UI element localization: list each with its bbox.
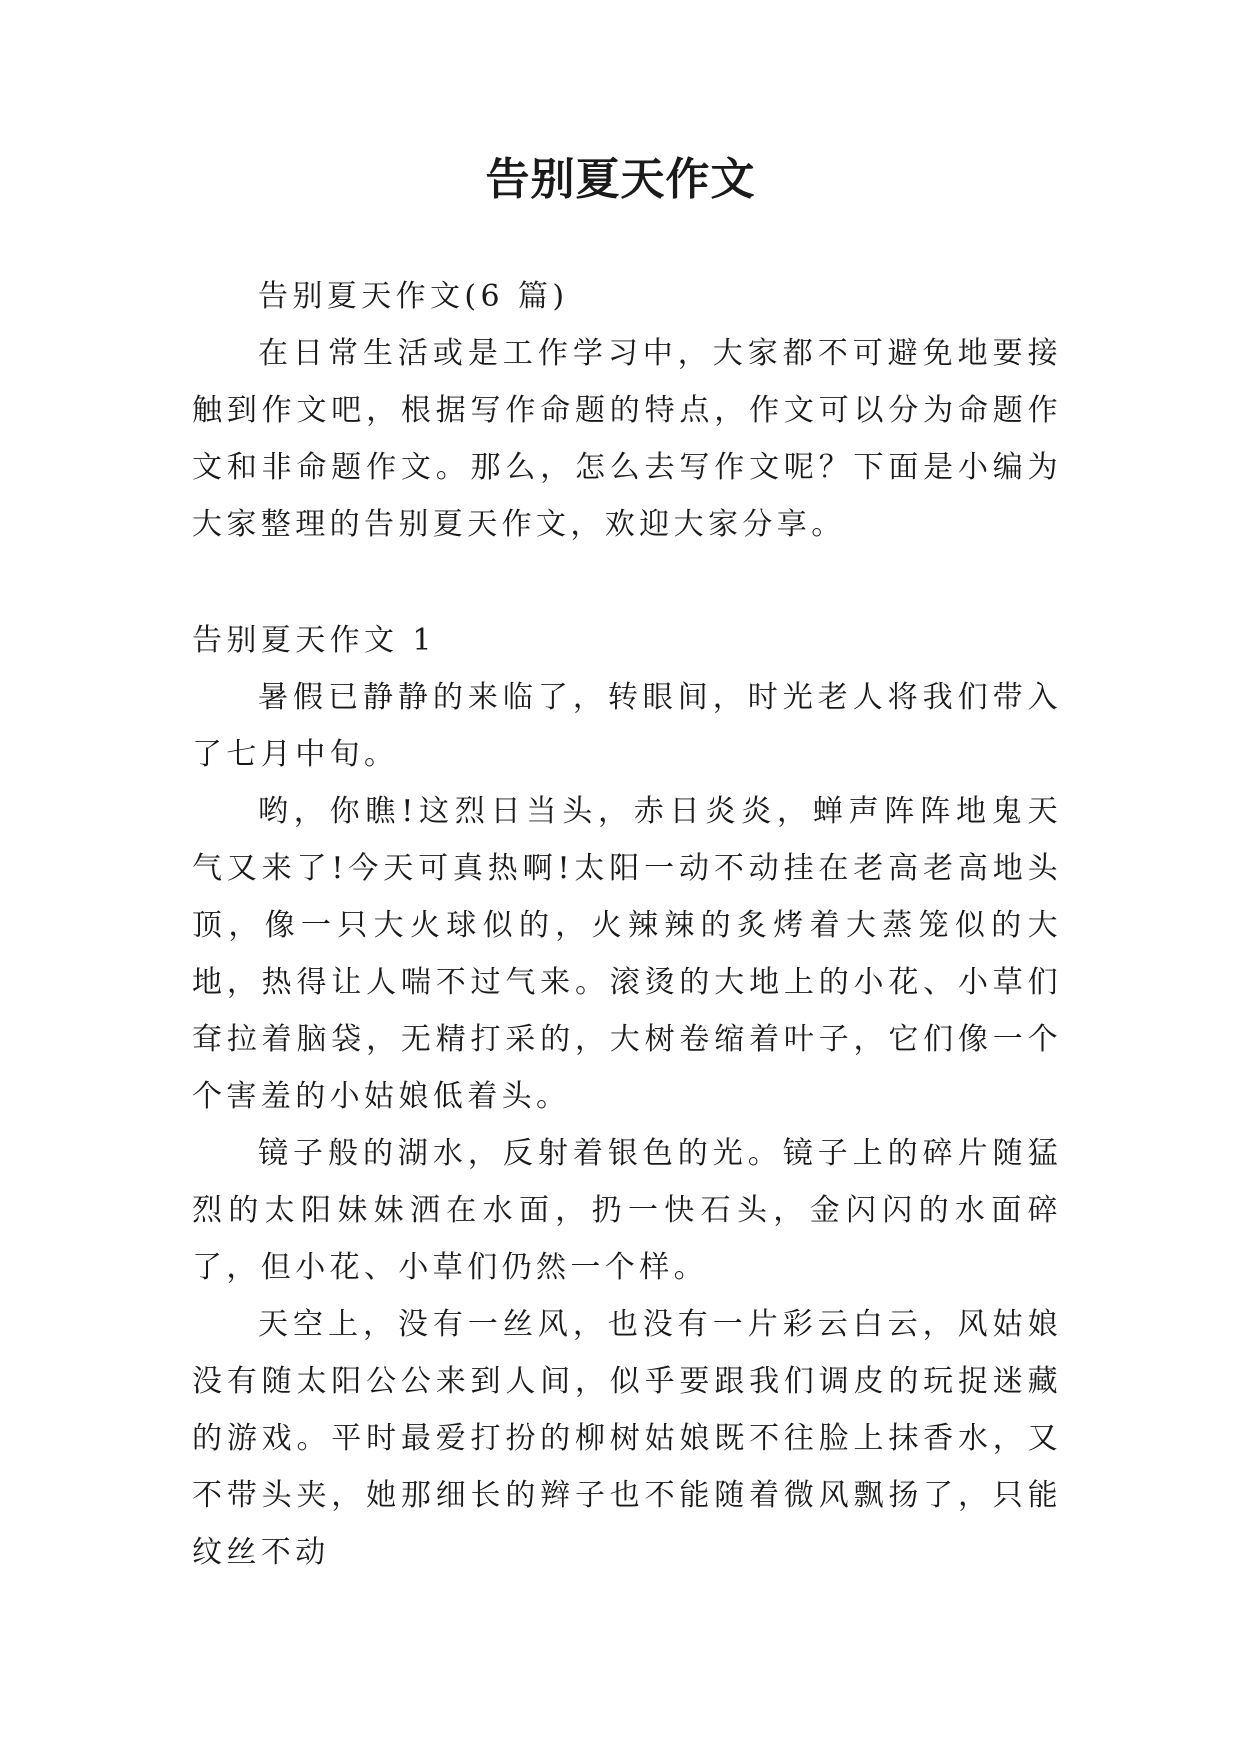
intro-paragraph: 在日常生活或是工作学习中，大家都不可避免地要接触到作文吧，根据写作命题的特点，作文可以分为命题作文和非命题作文。那么，怎么去写作文呢？下面是小编为大家整理的告别夏天作文，欢迎大家分享。 xyxy=(192,336,1062,542)
section-paragraph: 天空上，没有一丝风，也没有一片彩云白云，风姑娘没有随太阳公公来到人间，似乎要跟我们调皮的玩捉迷藏的游戏。平时最爱打扮的柳树姑娘既不往脸上抹香水，又不带头夹，她那细长的辫子也不能随着微风飘扬了，只能纹丝不动 xyxy=(192,1307,1062,1570)
intro-block xyxy=(192,268,1062,553)
section-paragraph: 镜子般的湖水，反射着银色的光。镜子上的碎片随猛烈的太阳妹妹洒在水面，扔一快石头，金闪闪的水面碎了，但小花、小草们仍然一个样。 xyxy=(192,1136,1062,1285)
document-subtitle: 告别夏天作文(6 篇) xyxy=(258,279,569,314)
section-paragraph: 暑假已静静的来临了，转眼间，时光老人将我们带入了七月中旬。 xyxy=(192,680,1062,772)
section-heading: 告别夏天作文 1 xyxy=(192,623,436,658)
document-title: 告别夏天作文 xyxy=(485,154,756,205)
section-1 xyxy=(192,612,1062,1581)
section-paragraph: 哟，你瞧!这烈日当头，赤日炎炎，蝉声阵阵地鬼天气又来了!今天可真热啊!太阳一动不动挂在老高老高地头顶，像一只大火球似的，火辣辣的炙烤着大蒸笼似的大地，热得让人喘不过气来。滚烫的大地上的小花、小草们耷拉着脑袋，无精打采的，大树卷缩着叶子，它们像一个个害羞的小姑娘低着头。 xyxy=(192,794,1062,1114)
